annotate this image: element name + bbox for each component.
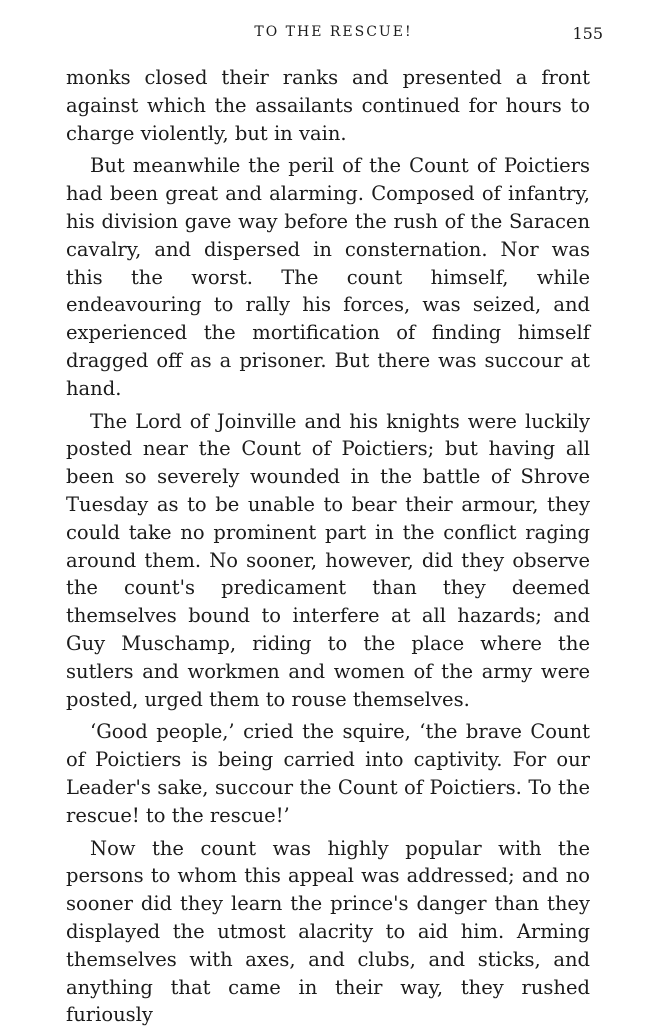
running-head (0, 22, 667, 46)
paragraph: But meanwhile the peril of the Count of Poictiers had been great and alarming. Composed of infantry, his division gave way before the rush of the Saracen cavalry, and dispersed in consternation. Nor was this the worst. The count himself, while endeavouring to rally his forces, was seized, and experienced the mortification of finding himself dragged off as a prisoner. But there was succour at hand. (66, 154, 590, 400)
running-head-title: TO THE RESCUE! (254, 24, 413, 40)
paragraph: The Lord of Joinville and his knights were luckily posted near the Count of Poictiers; but having all been so severely wounded in the battle of Shrove Tuesday as to be unable to bear their armour, they could take no prominent part in the conflict raging around them. No sooner, however, did they observe the count's predicament than they deemed themselves bound to interfere at all hazards; and Guy Muschamp, riding to the place where the sutlers and workmen and women of the army were posted, urged them to rouse themselves. (66, 409, 590, 711)
page-number: 155 (572, 24, 603, 43)
body-text (66, 64, 590, 1034)
paragraph: ‘Good people,’ cried the squire, ‘the brave Count of Poictiers is being carried into captivity. For our Leader's sake, succour the Count of Poictiers. To the rescue! to the rescue!’ (66, 720, 590, 827)
paragraph: monks closed their ranks and presented a front against which the assailants continued for hours to charge violently, but in vain. (66, 66, 590, 145)
paragraph: Now the count was highly popular with the persons to whom this appeal was addressed; and no sooner did they learn the prince's danger than they displayed the utmost alacrity to aid him. Arming themselves with axes, and clubs, and sticks, and anything that came in their way, they rushed furiously (66, 836, 590, 1027)
